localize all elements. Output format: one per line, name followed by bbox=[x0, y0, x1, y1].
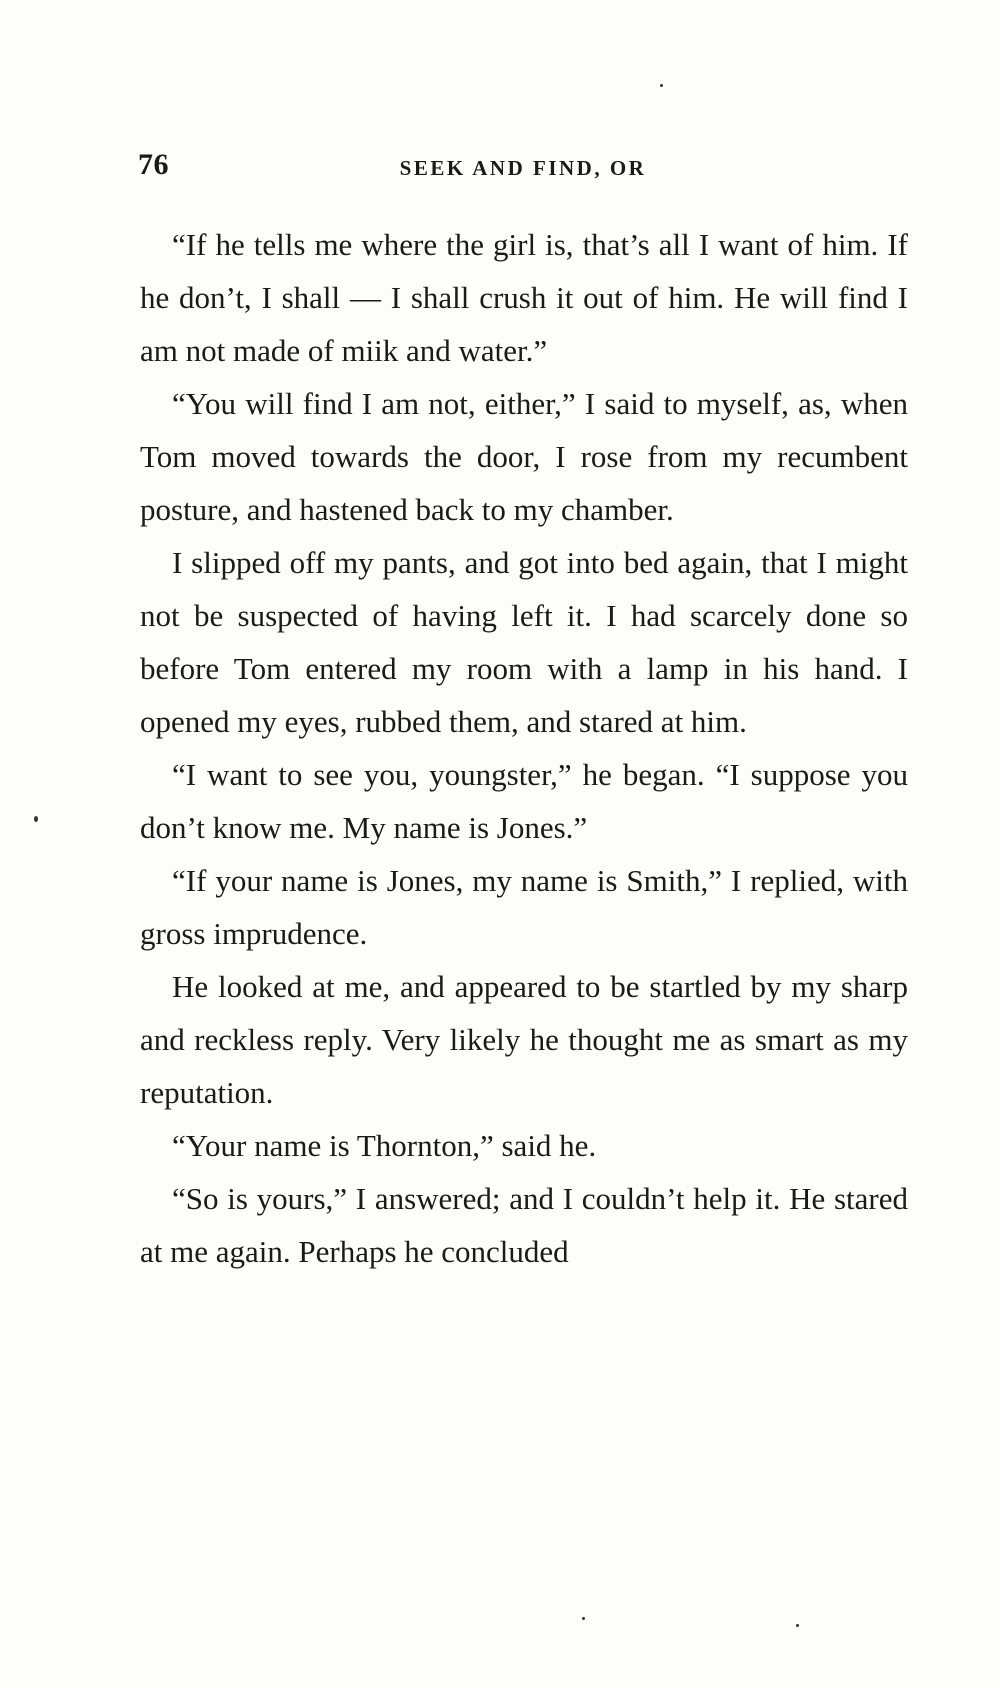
paragraph: He looked at me, and appeared to be startled by my sharp and reckless reply. Very likely he thought me as smart as my reputation. bbox=[140, 969, 908, 1110]
paragraph: “You will find I am not, either,” I said to myself, as, when Tom moved towards the door, I rose from my recumbent posture, and hastened back to my chamber. bbox=[140, 386, 908, 527]
ink-speck bbox=[34, 816, 38, 822]
body-text bbox=[140, 218, 908, 1278]
paragraph: “If your name is Jones, my name is Smith,” I replied, with gross imprudence. bbox=[140, 863, 908, 951]
paragraph: “Your name is Thornton,” said he. bbox=[172, 1128, 597, 1163]
ink-speck bbox=[582, 1617, 585, 1620]
ink-speck bbox=[660, 84, 663, 87]
ink-speck bbox=[796, 1624, 799, 1627]
page-header bbox=[138, 148, 908, 188]
page-number: 76 bbox=[138, 148, 169, 181]
running-head: SEEK AND FIND, OR bbox=[399, 156, 647, 180]
paragraph: “I want to see you, youngster,” he began. “I suppose you don’t know me. My name is Jones.” bbox=[140, 757, 908, 845]
paragraph: “If he tells me where the girl is, that’s all I want of him. If he don’t, I shall — I shall crush it out of him. He will find I am not made of miik and water.” bbox=[140, 227, 908, 368]
paragraph: I slipped off my pants, and got into bed again, that I might not be suspected of having left it. I had scarcely done so before Tom entered my room with a lamp in his hand. I opened my eyes, rubbed them, and stared at him. bbox=[140, 545, 908, 739]
paragraph: “So is yours,” I answered; and I couldn’t help it. He stared at me again. Perhaps he concluded bbox=[140, 1181, 908, 1269]
